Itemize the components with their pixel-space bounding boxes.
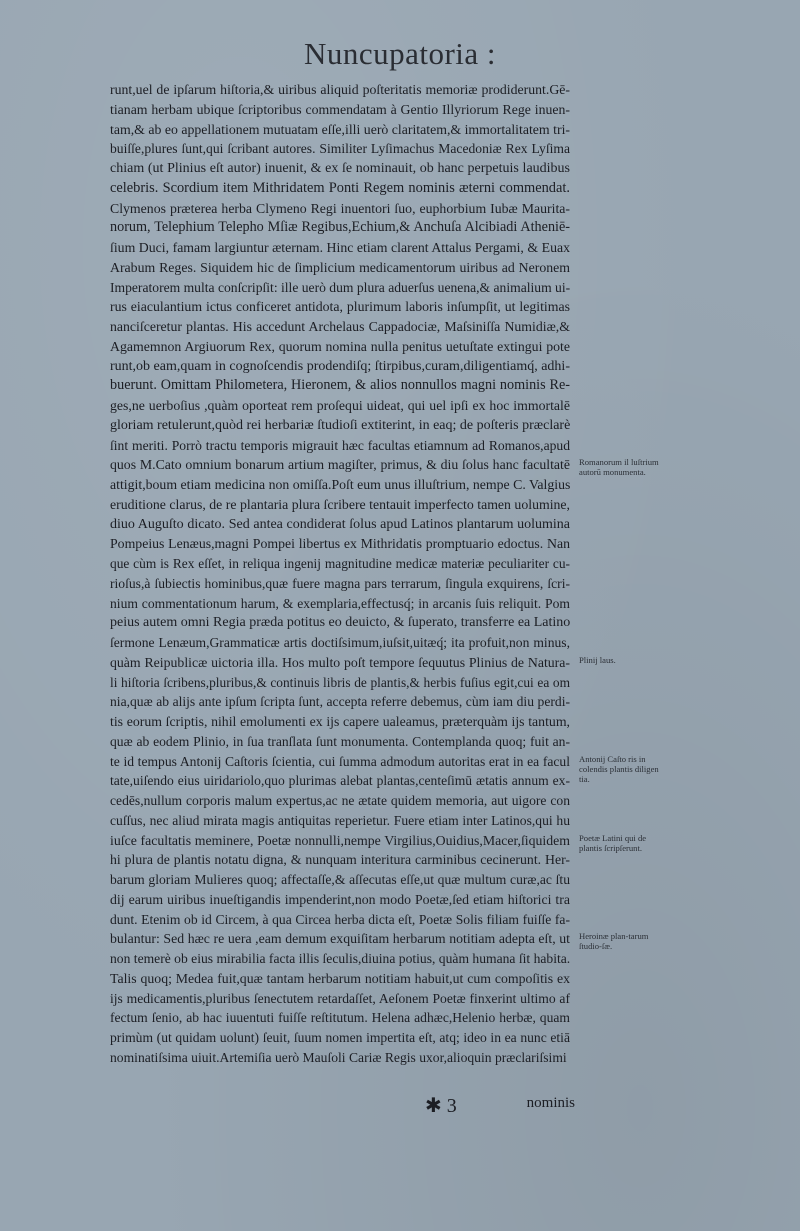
text-line: tam,& ab eo appellationem mutuatam eſſe,illi uerò claritatem,& immortalitatem tri- [110, 121, 570, 137]
text-line: dij earum uiribus inueſtigandis impenderint,non modo Poetæ,ſed etiam hiſtorici tra [110, 891, 570, 907]
text-line: Arabum Reges. Siquidem hic de ſimplicium medicamentorum uiribus ad Neronem [110, 259, 570, 275]
text-line: Imperatorem multa conſcripſit: ille uerò dum plura aduerſus uenena,& animalium ui- [110, 279, 571, 295]
body-text [110, 80, 570, 1068]
margin-note: Romanorum il luſtrium autorū monumenta. [579, 457, 659, 478]
text-line: ijs medicamentis,pluribus ſenectutem retardaſſet, Aeſonem Poetæ finxerint ultimo af [110, 990, 570, 1006]
signature-mark: ✱ 3 [425, 1095, 457, 1117]
text-line: tianam herbam ubique ſcriptoribus commendatam à Gentio Illyriorum Rege inuen- [110, 101, 570, 117]
text-line: runt,uel de ipſarum hiſtoria,& uiribus aliquid poſteritatis memoriæ prodiderunt.Gē- [110, 82, 570, 97]
catchword: nominis [526, 1095, 575, 1111]
margin-note: Plinij laus. [579, 654, 616, 665]
text-line: primùm (ut quidam uolunt) ſeuit, ſuum nomen impertita eſt, atq; ideo in ea nunc etiā [110, 1030, 570, 1045]
text-line: cedēs,nullum corporis malum expertus,ac ne ætate quidem memoria, aut uigore con [110, 793, 570, 808]
text-line: buerunt. Omittam Philometera, Hieronem, & alios nonnullos magni nominis Re- [110, 377, 570, 394]
text-line: ſermone Lenæum,Grammaticæ artis doctiſsimum,iuſsit,uitæq́; ita profuit,non minus, [110, 635, 570, 650]
text-line: que cùm is Rex eſſet, in reliqua ingenij magnitudine medicæ materiæ peculiariter cu- [110, 556, 570, 571]
text-line: quàm Reipublicæ uictoria illa. Hos multo poſt tempore ſequutus Plinius de Natura- [110, 654, 570, 670]
text-line: li hiſtoria ſcribens,pluribus,& continuis libris de plantis,& herbis fuſius egit,cui ea om [110, 674, 570, 690]
margin-note: Heroinæ plan-tarum ſtudio-ſæ. [579, 931, 649, 952]
text-line: dunt. Etenim ob id Circem, à qua Circea herba dicta eſt, Poetæ Solis filiam fuiſſe fa- [110, 911, 570, 927]
text-line: iuſce facultatis meminere, Poetæ nonnulli,nempe Virgilius,Ouidius,Macer,ſiquidem [110, 832, 570, 848]
catchword-line [425, 1095, 575, 1115]
text-line: gloriam retulerunt,quòd rei herbariæ ſtudioſi extiterint, in eaq; de poſteris præclarè [110, 417, 571, 433]
text-line: eruditione clarus, de re plantaria plura ſcribere tentauit imperfecto tamen uolumine, [110, 496, 570, 512]
text-line: nium commentationum harum, & exemplaria,effectusq́; in arcanis ſuis reliquit. Pom [110, 595, 570, 611]
text-line: chiam (ut Plinius eſt autor) inuenit, & ex ſe nominauit, ob hanc perpetuis laudibus [110, 161, 570, 176]
text-line: Agamemnon Argiuorum Rex, quorum nomina nulla penitus uetuſtate extingui pote [110, 338, 570, 354]
text-line: te id tempus Antonij Caſtoris ſcientia, cui ſumma admodum autoritas erat in ea facul [110, 753, 570, 769]
page-title: Nuncupatoria : [303, 36, 497, 71]
text-line: Pompeius Lenæus,magni Pompei libertus ex Mithridatis promptuario edoctus. Nan [110, 536, 570, 552]
text-line: ſint meriti. Porrò tractu temporis migrauit hæc facultas etiamnum ad Romanos,apud [110, 437, 570, 453]
text-line: rioſus,à ſubiectis hominibus,quæ fuere magna pars terrarum, ſingula exquirens, ſcri- [110, 575, 570, 591]
text-line: tis eorum ſcriptis, nihil emolumenti ex ijs capere ualeamus, præterquàm ijs tantum, [110, 714, 570, 729]
text-line: Clymenos præterea herba Clymeno Regi inuentori ſuo, euphorbium Iubæ Maurita- [110, 200, 570, 216]
text-line: nominatiſsima uiuit.Artemiſia uerò Mauſoli Cariæ Regis uxor,alioquin præclariſsimi [110, 1049, 567, 1065]
text-line: tate,uiſendo eius uiridariolo,quo plurimas alebat plantas,centeſimū ætatis annum ex- [110, 773, 570, 789]
text-line: runt,ob eam,quam in cognoſcendis prodendiſq; ſtirpibus,curam,diligentiamq́, adhi- [110, 358, 570, 374]
text-line: hi plura de plantis notatu digna, & nunquam interitura carminibus cecinerunt. Her- [110, 852, 570, 868]
text-line: diuo Auguſto dicato. Sed antea condiderat ſolus apud Latinos plantarum uolumina [110, 516, 570, 532]
text-line: norum, Telephium Telepho Mſiæ Regibus,Echium,& Anchuſa Alcibiadi Atheniē- [110, 219, 570, 236]
text-line: quæ ab eodem Plinio, in ſua tranſlata ſunt monumenta. Contemplanda quoq; fuit an- [110, 733, 570, 749]
text-line: ges,ne uerboſius ,quàm oporteat rem proſequi uideat, qui uel ipſi ex hoc immortalē [110, 398, 570, 413]
text-line: quos M.Cato omnium bonarum artium magiſter, primus, & diu ſolus hanc facultatē [110, 457, 570, 473]
text-line: buiſſe,plures ſunt,qui ſcribant autores. Similiter Lyſimachus Macedoniæ Rex Lyſima [110, 141, 570, 157]
text-line: bulantur: Sed hæc re uera ,eam demum exquiſitam herbarum notitiam adepta eſt, ut [110, 931, 570, 947]
text-line: fectum ſenio, ab hac iuuentuti fuiſſe reſtitutum. Helena adhæc,Helenio herbæ, quam [110, 1010, 570, 1026]
text-line: nanciſceretur plantas. His accedunt Archelaus Cappadociæ, Maſsiniſſa Numidiæ,& [110, 319, 570, 334]
text-line: rus eiaculantium ictus conficeret antidota, plurimum laboris inſumpſit, ut legitimas [110, 299, 570, 315]
text-line: celebris. Scordium item Mithridatem Ponti Regem nominis æterni commendat. [110, 179, 570, 196]
text-line: Talis quoq; Medea fuit,quæ tantam herbarum notitiam habuit,ut cum compoſitis ex [110, 970, 570, 986]
text-line: barum gloriam Mulieres quoq; affectaſſe,& aſſecutas eſſe,ut quæ multum curæ,ac ſtu [110, 872, 570, 887]
text-line: ſium Duci, famam largiuntur æternam. Hinc etiam clarent Attalus Pergami, & Euax [110, 240, 570, 255]
text-line: nia,quæ ab alijs ante ipſum ſcripta ſunt, accepta referre debemus, cùm iam diu perdi- [110, 694, 570, 710]
text-line: non temerè ob eius mirabilia facta illis ſeculis,diuina potius, quàm humana ſit habita. [110, 951, 571, 966]
text-line: attigit,boum etiam medicina non omiſſa.Poſt eum unus illuſtrium, nempe C. Valgius [110, 477, 571, 492]
margin-note: Antonij Caſto ris in colendis plantis diligen tia. [579, 753, 659, 784]
margin-note: Poetæ Latini qui de plantis ſcripſerunt. [579, 832, 647, 853]
text-line: peius autem omni Regia præda potitus eo deuicto, & ſuperato, transferre ea Latino [110, 615, 571, 631]
text-line: cuſſus, nec aliud mirata magis antiquitas reperietur. Fuere etiam inter Latinos,qui hu [110, 812, 570, 828]
